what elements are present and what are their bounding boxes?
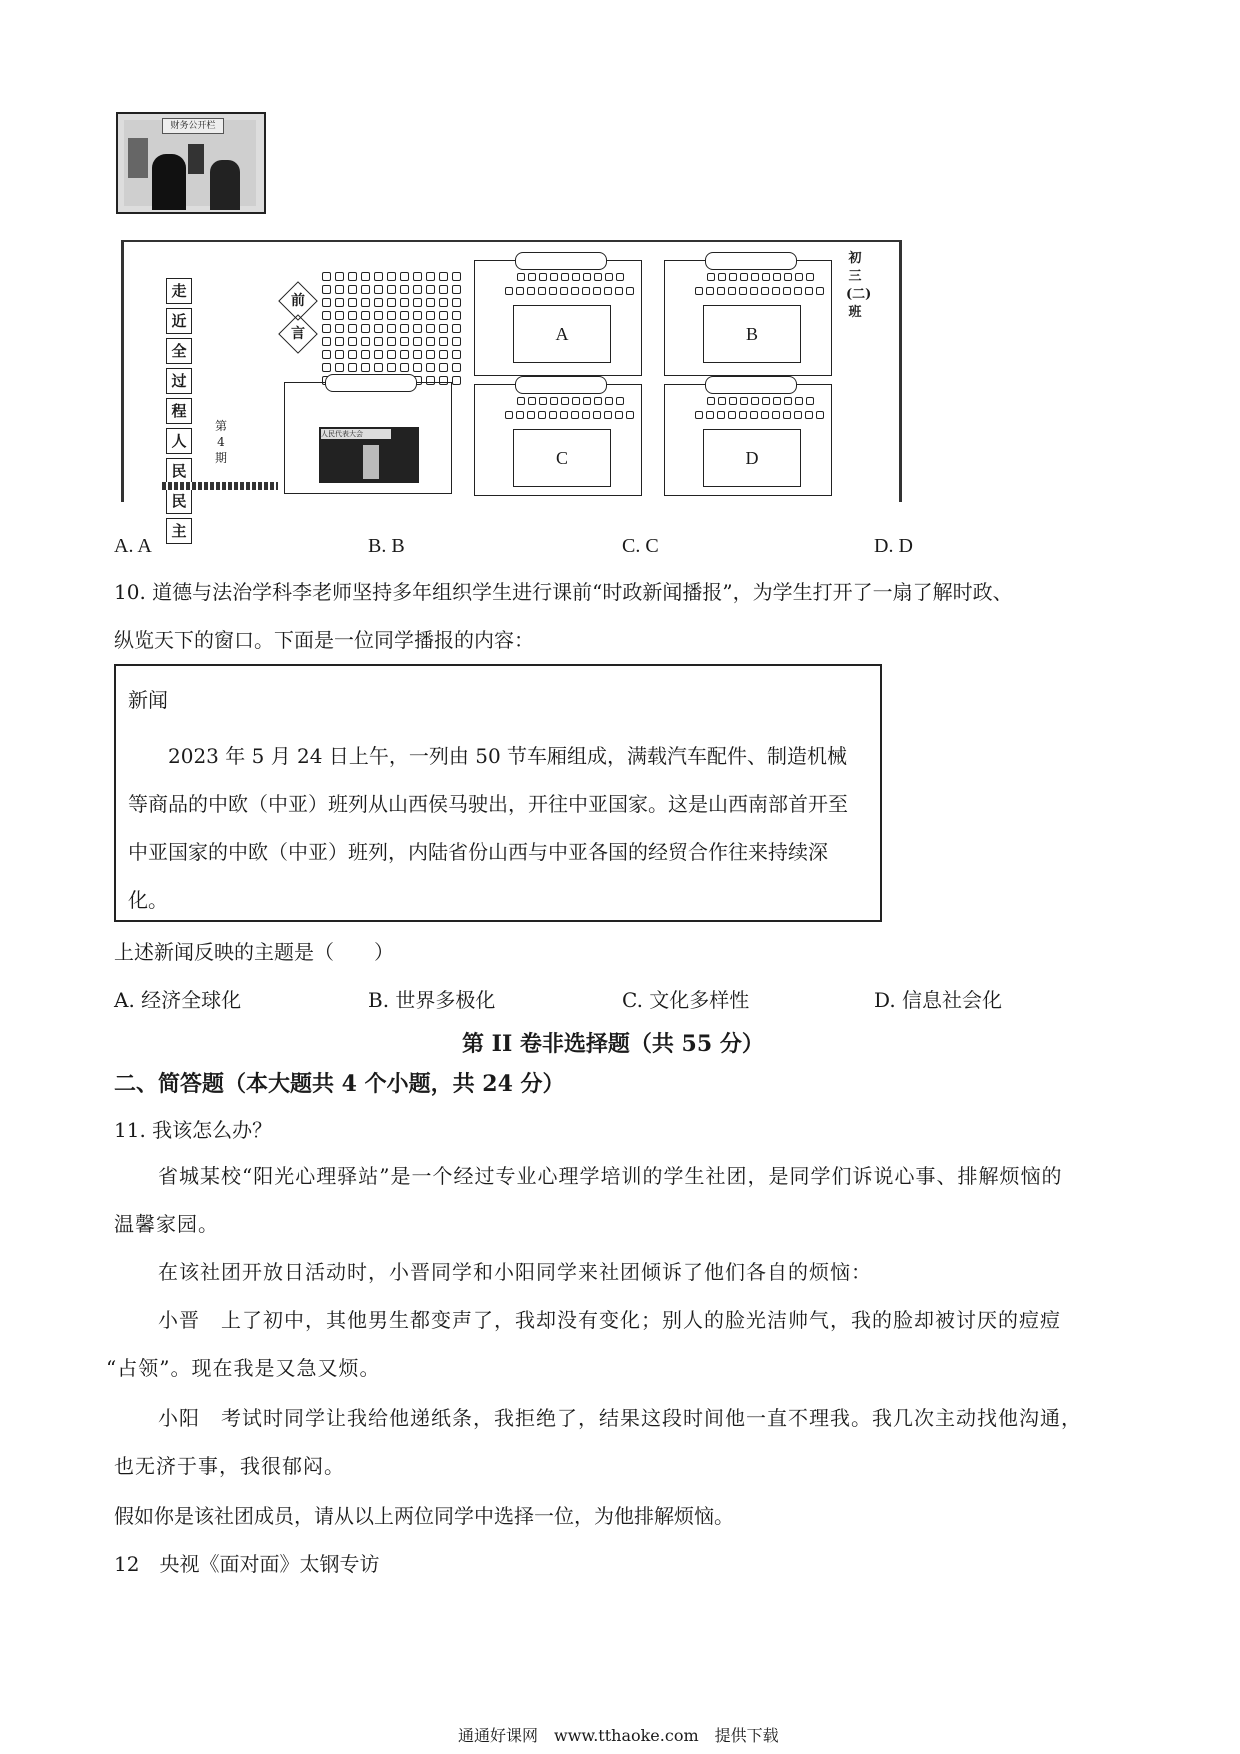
- seat-mark: [594, 273, 602, 281]
- page-footer: 通通好课网 www.tthaoke.com 提供下载: [458, 1726, 779, 1745]
- seat-mark: [794, 287, 802, 295]
- board-box-stage: [284, 382, 452, 494]
- seat-mark: [322, 350, 331, 359]
- seat-mark: [361, 363, 370, 372]
- seat-mark: [740, 397, 748, 405]
- board-title-char: 过: [166, 368, 192, 394]
- seat-mark: [439, 350, 448, 359]
- seat-mark: [452, 337, 461, 346]
- seat-mark: [795, 397, 803, 405]
- seat-mark: [751, 273, 759, 281]
- news-title: 新闻: [128, 688, 168, 712]
- seat-mark: [718, 273, 726, 281]
- seat-mark: [783, 287, 791, 295]
- q10-stem-line2: 纵览天下的窗口。下面是一位同学播报的内容：: [114, 628, 534, 652]
- board-title-char: 人: [166, 428, 192, 454]
- board-title-char: 全: [166, 338, 192, 364]
- q11-p1-line2: 温馨家园。: [114, 1212, 219, 1236]
- seat-mark: [426, 311, 435, 320]
- seat-mark: [550, 273, 558, 281]
- seat-mark: [762, 273, 770, 281]
- seat-mark: [400, 324, 409, 333]
- q10-option-b: B. 世界多极化: [368, 988, 496, 1012]
- seat-mark: [538, 411, 546, 419]
- seat-mark: [761, 411, 769, 419]
- seat-mark: [374, 311, 383, 320]
- seat-mark: [539, 273, 547, 281]
- news-body: 2023 年 5 月 24 日上午，一列由 50 节车厢组成，满载汽车配件、制造机械等商品的中欧（中亚）班列从山西侯马驶出，开往中亚国家。这是山西南部首开至中亚国家的中欧（中亚）班列，内陆省份山西与中亚各国的经贸合作往来持续深化。: [128, 744, 848, 912]
- seat-mark: [762, 397, 770, 405]
- seat-mark: [413, 298, 422, 307]
- seat-mark: [439, 311, 448, 320]
- seat-mark: [335, 363, 344, 372]
- seat-mark: [583, 273, 591, 281]
- board-vertical-title: [166, 278, 192, 548]
- seat-mark: [452, 272, 461, 281]
- seat-mark: [387, 350, 396, 359]
- seat-mark: [426, 350, 435, 359]
- board-footnote: [162, 482, 278, 490]
- seat-mark: [561, 273, 569, 281]
- seat-mark: [605, 397, 613, 405]
- seat-mark: [426, 324, 435, 333]
- seat-mark: [374, 324, 383, 333]
- seat-mark: [348, 350, 357, 359]
- seat-mark: [561, 397, 569, 405]
- seat-mark: [400, 350, 409, 359]
- seat-mark: [538, 287, 546, 295]
- seat-mark: [739, 411, 747, 419]
- seat-mark: [348, 324, 357, 333]
- seat-mark: [348, 337, 357, 346]
- photo-sign: 财务公开栏: [162, 118, 224, 134]
- seat-mark: [400, 311, 409, 320]
- seat-mark: [387, 285, 396, 294]
- seat-mark: [805, 287, 813, 295]
- seat-mark: [740, 273, 748, 281]
- seat-mark: [426, 272, 435, 281]
- seat-mark: [426, 363, 435, 372]
- activity-photo: [116, 112, 266, 214]
- seat-mark: [550, 397, 558, 405]
- seat-mark: [717, 411, 725, 419]
- seat-mark: [426, 337, 435, 346]
- seat-mark: [439, 363, 448, 372]
- section-title: 第 II 卷非选择题（共 55 分）: [462, 1031, 764, 1057]
- seat-mark: [605, 273, 613, 281]
- seat-mark: [528, 397, 536, 405]
- seat-mark: [604, 411, 612, 419]
- q10-option-c: C. 文化多样性: [622, 988, 750, 1012]
- seat-mark: [413, 285, 422, 294]
- seat-mark: [452, 350, 461, 359]
- seat-mark: [452, 311, 461, 320]
- seat-mark: [549, 411, 557, 419]
- q9-option-a: A. A: [114, 535, 152, 557]
- seat-mark: [322, 298, 331, 307]
- seat-mark: [335, 298, 344, 307]
- seat-mark: [528, 273, 536, 281]
- seat-mark: [571, 287, 579, 295]
- seat-mark: [582, 411, 590, 419]
- seat-mark: [695, 411, 703, 419]
- seat-mark: [739, 287, 747, 295]
- seat-mark: [505, 287, 513, 295]
- seat-mark: [400, 298, 409, 307]
- seat-mark: [322, 272, 331, 281]
- seat-mark: [539, 397, 547, 405]
- board-box-b: B: [664, 260, 832, 376]
- seat-mark: [582, 287, 590, 295]
- seat-mark: [348, 363, 357, 372]
- seat-mark: [361, 350, 370, 359]
- seat-mark: [374, 285, 383, 294]
- seat-mark: [400, 272, 409, 281]
- seat-mark: [783, 411, 791, 419]
- seat-mark: [400, 285, 409, 294]
- q9-option-d: D. D: [874, 535, 913, 557]
- q11-task: 假如你是该社团成员，请从以上两位同学中选择一位，为他排解烦恼。: [114, 1504, 734, 1528]
- q10-question: 上述新闻反映的主题是（ ）: [114, 940, 394, 964]
- seat-mark: [560, 411, 568, 419]
- seat-mark: [413, 363, 422, 372]
- seat-mark: [361, 324, 370, 333]
- q11-p4-line1: 小阳 考试时同学让我给他递纸条，我拒绝了，结果这段时间他一直不理我。我几次主动找他沟通，: [158, 1406, 1082, 1430]
- diamond-front: 前: [278, 281, 318, 321]
- stage-photo: 人民代表大会: [319, 427, 419, 483]
- news-box: [114, 664, 882, 922]
- seat-mark: [335, 311, 344, 320]
- seat-grid: [322, 272, 462, 386]
- seat-mark: [784, 397, 792, 405]
- seat-mark: [527, 411, 535, 419]
- seat-mark: [361, 311, 370, 320]
- seat-mark: [387, 363, 396, 372]
- seat-mark: [805, 411, 813, 419]
- seat-mark: [452, 285, 461, 294]
- seat-mark: [452, 376, 461, 385]
- seat-mark: [361, 285, 370, 294]
- board-box-c: C: [474, 384, 642, 496]
- seat-mark: [426, 285, 435, 294]
- board-title-char: 近: [166, 308, 192, 334]
- seat-mark: [413, 324, 422, 333]
- seat-mark: [795, 273, 803, 281]
- part-title: 二、简答题（本大题共 4 个小题，共 24 分）: [114, 1071, 565, 1097]
- seat-mark: [374, 298, 383, 307]
- q10-stem-line1: 10. 道德与法治学科李老师坚持多年组织学生进行课前“时政新闻播报”，为学生打开了一扇了解时政、: [114, 580, 1013, 604]
- seat-mark: [348, 311, 357, 320]
- diamond-words: 言: [278, 314, 318, 354]
- seat-mark: [335, 324, 344, 333]
- seat-mark: [439, 272, 448, 281]
- class-label: 初三(二)班: [846, 251, 872, 320]
- seat-mark: [505, 411, 513, 419]
- seat-mark: [413, 350, 422, 359]
- seat-mark: [616, 397, 624, 405]
- seat-mark: [604, 287, 612, 295]
- seat-mark: [413, 311, 422, 320]
- q9-option-c: C. C: [622, 535, 659, 557]
- seat-mark: [517, 397, 525, 405]
- seat-mark: [593, 287, 601, 295]
- seat-mark: [626, 411, 634, 419]
- seat-mark: [707, 397, 715, 405]
- seat-mark: [772, 411, 780, 419]
- seat-mark: [361, 298, 370, 307]
- seat-mark: [335, 272, 344, 281]
- seat-mark: [374, 350, 383, 359]
- seat-mark: [593, 411, 601, 419]
- seat-mark: [706, 287, 714, 295]
- q11-p4-line2: 也无济于事，我很郁闷。: [114, 1454, 345, 1478]
- q11-p3-line2: “占领”。现在我是又急又烦。: [106, 1356, 381, 1380]
- seat-mark: [626, 287, 634, 295]
- seat-mark: [387, 324, 396, 333]
- seat-mark: [335, 285, 344, 294]
- seat-mark: [439, 324, 448, 333]
- q11-p1-line1: 省城某校“阳光心理驿站”是一个经过专业心理学培训的学生社团，是同学们诉说心事、排解烦恼的: [158, 1164, 1063, 1188]
- q10-option-d: D. 信息社会化: [874, 988, 1003, 1012]
- seat-mark: [571, 411, 579, 419]
- seat-mark: [335, 337, 344, 346]
- seat-mark: [527, 287, 535, 295]
- seat-mark: [718, 397, 726, 405]
- board-title-char: 走: [166, 278, 192, 304]
- seat-mark: [335, 350, 344, 359]
- seat-mark: [439, 285, 448, 294]
- seat-mark: [348, 298, 357, 307]
- board-box-a: A: [474, 260, 642, 376]
- board-title-char: 程: [166, 398, 192, 424]
- q11-title: 11. 我该怎么办？: [114, 1118, 273, 1142]
- seat-mark: [594, 397, 602, 405]
- seat-mark: [784, 273, 792, 281]
- issue-label: 第4期: [214, 419, 227, 465]
- q9-option-b: B. B: [368, 535, 405, 557]
- seat-mark: [516, 287, 524, 295]
- seat-mark: [772, 287, 780, 295]
- seat-mark: [322, 363, 331, 372]
- seat-mark: [750, 411, 758, 419]
- seat-mark: [387, 298, 396, 307]
- seat-mark: [773, 397, 781, 405]
- seat-mark: [322, 324, 331, 333]
- seat-mark: [615, 411, 623, 419]
- seat-mark: [695, 287, 703, 295]
- seat-mark: [361, 272, 370, 281]
- seat-mark: [400, 363, 409, 372]
- board-title-char: 民: [166, 458, 192, 484]
- seat-mark: [348, 272, 357, 281]
- seat-mark: [439, 298, 448, 307]
- seat-mark: [816, 411, 824, 419]
- seat-mark: [374, 363, 383, 372]
- seat-mark: [729, 273, 737, 281]
- seat-mark: [322, 311, 331, 320]
- seat-mark: [374, 272, 383, 281]
- seat-mark: [452, 298, 461, 307]
- seat-mark: [322, 285, 331, 294]
- seat-mark: [452, 363, 461, 372]
- seat-mark: [616, 273, 624, 281]
- seat-mark: [426, 298, 435, 307]
- seat-mark: [572, 397, 580, 405]
- seat-mark: [816, 287, 824, 295]
- seat-mark: [439, 337, 448, 346]
- seat-mark: [517, 273, 525, 281]
- seat-mark: [615, 287, 623, 295]
- seat-mark: [728, 411, 736, 419]
- seat-mark: [750, 287, 758, 295]
- seat-mark: [387, 337, 396, 346]
- seat-mark: [322, 337, 331, 346]
- seat-mark: [400, 337, 409, 346]
- seat-mark: [549, 287, 557, 295]
- seat-mark: [348, 285, 357, 294]
- seat-mark: [452, 324, 461, 333]
- seat-mark: [806, 397, 814, 405]
- seat-mark: [374, 337, 383, 346]
- seat-mark: [516, 411, 524, 419]
- seat-mark: [706, 411, 714, 419]
- seat-mark: [728, 287, 736, 295]
- seat-mark: [761, 287, 769, 295]
- seat-mark: [729, 397, 737, 405]
- seat-mark: [413, 337, 422, 346]
- seat-mark: [773, 273, 781, 281]
- q11-p3-line1: 小晋 上了初中，其他男生都变声了，我却没有变化；别人的脸光洁帅气，我的脸却被讨厌的痘痘: [158, 1308, 1061, 1332]
- seat-mark: [583, 397, 591, 405]
- seat-mark: [387, 311, 396, 320]
- board-title-char: 民: [166, 488, 192, 514]
- seat-mark: [751, 397, 759, 405]
- seat-mark: [717, 287, 725, 295]
- seat-mark: [560, 287, 568, 295]
- seat-mark: [794, 411, 802, 419]
- seat-mark: [707, 273, 715, 281]
- q12-title: 12 央视《面对面》太钢专访: [114, 1552, 380, 1576]
- seat-mark: [361, 337, 370, 346]
- board-title-char: 主: [166, 518, 192, 544]
- seat-mark: [572, 273, 580, 281]
- seat-mark: [413, 272, 422, 281]
- q11-p2: 在该社团开放日活动时，小晋同学和小阳同学来社团倾诉了他们各自的烦恼：: [158, 1260, 872, 1284]
- seat-mark: [806, 273, 814, 281]
- q10-option-a: A. 经济全球化: [114, 988, 242, 1012]
- seat-mark: [387, 272, 396, 281]
- board-box-d: D: [664, 384, 832, 496]
